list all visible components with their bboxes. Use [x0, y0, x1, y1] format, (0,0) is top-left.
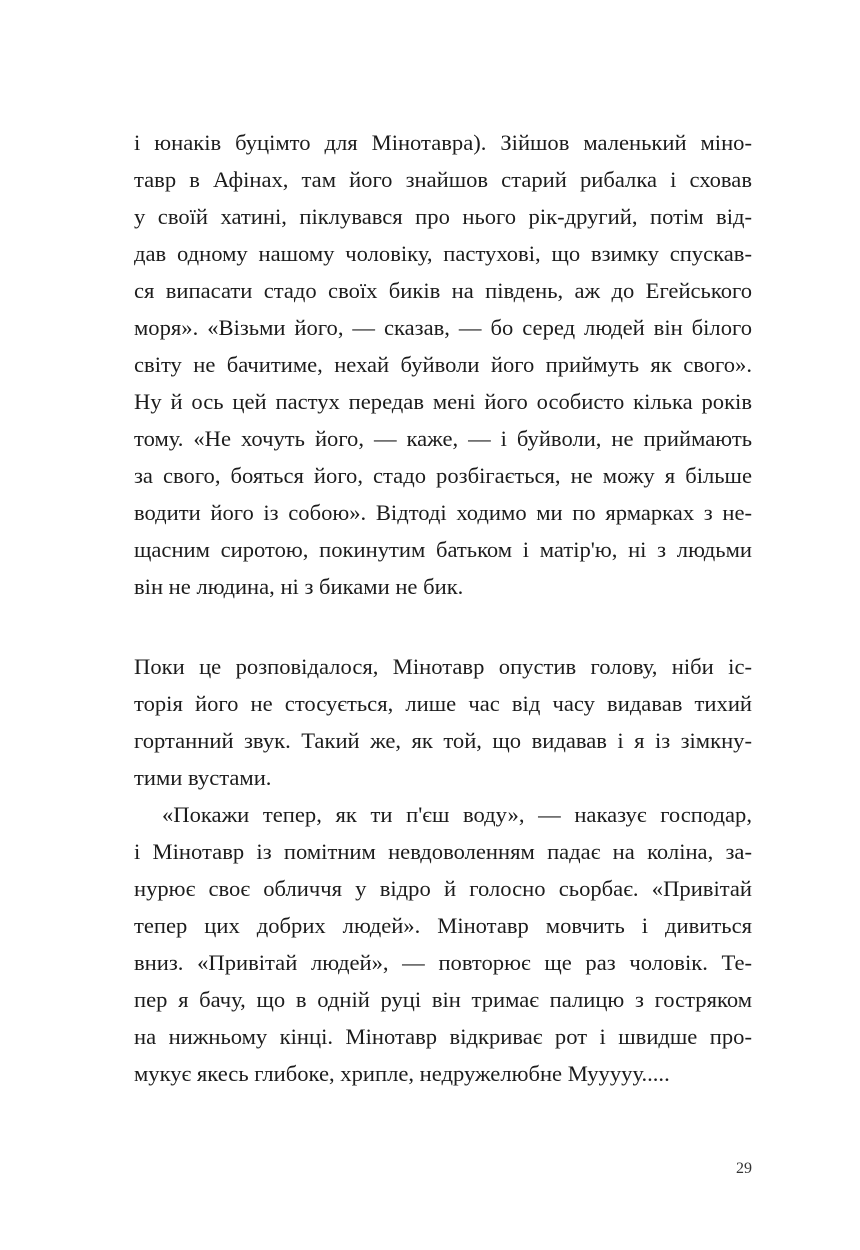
text-line: пер я бачу, що в одній руці він тримає палицю з гостряком: [134, 987, 752, 1012]
text-line: щасним сиротою, покинутим батьком і матір'ю, ні з людьми: [134, 537, 752, 562]
text-line: «Покажи тепер, як ти п'єш воду», — наказує господар,: [162, 802, 752, 827]
text-line: тими вустами.: [134, 765, 272, 790]
paragraph-1: [134, 124, 752, 605]
text-line: нурює своє обличчя у відро й голосно сьорбає. «Привітай: [134, 876, 752, 901]
text-line: і юнаків буцімто для Мінотавра). Зійшов маленький міно-: [134, 130, 752, 155]
text-line: він не людина, ні з биками не бик.: [134, 574, 464, 599]
text-line: водити його із собою». Відтоді ходимо ми по ярмарках з не-: [134, 500, 752, 525]
text-line: тому. «Не хочуть його, — каже, — і буйволи, не приймають: [134, 426, 752, 451]
text-line: ся випасати стадо своїх биків на південь, аж до Егейського: [134, 278, 752, 303]
text-line: і Мінотавр із помітним невдоволенням падає на коліна, за-: [134, 839, 752, 864]
text-line: у своїй хатині, піклувався про нього рік-другий, потім від-: [134, 204, 752, 229]
text-line: Поки це розповідалося, Мінотавр опустив голову, ніби іс-: [134, 654, 752, 679]
text-line: мукує якесь глибоке, хрипле, недружелюбне Мууууу.....: [134, 1061, 670, 1086]
text-line: Ну й ось цей пастух передав мені його особисто кілька років: [134, 389, 752, 414]
text-line: за свого, бояться його, стадо розбігається, не можу я більше: [134, 463, 752, 488]
text-line: вниз. «Привітай людей», — повторює ще раз чоловік. Те-: [134, 950, 752, 975]
text-line: тепер цих добрих людей». Мінотавр мовчить і дивиться: [134, 913, 752, 938]
text-line: дав одному нашому чоловіку, пастухові, що взимку спускав-: [134, 241, 752, 266]
text-line: гортанний звук. Такий же, як той, що видавав і я із зімкну-: [134, 728, 752, 753]
text-line: тавр в Афінах, там його знайшов старий рибалка і сховав: [134, 167, 752, 192]
page-number: 29: [736, 1160, 752, 1177]
paragraph-2: [134, 648, 752, 1092]
text-line: моря». «Візьми його, — сказав, — бо серед людей він білого: [134, 315, 752, 340]
text-line: світу не бачитиме, нехай буйволи його приймуть як свого».: [134, 352, 752, 377]
text-line: на нижньому кінці. Мінотавр відкриває рот і швидше про-: [134, 1024, 752, 1049]
text-line: торія його не стосується, лише час від часу видавав тихий: [134, 691, 752, 716]
